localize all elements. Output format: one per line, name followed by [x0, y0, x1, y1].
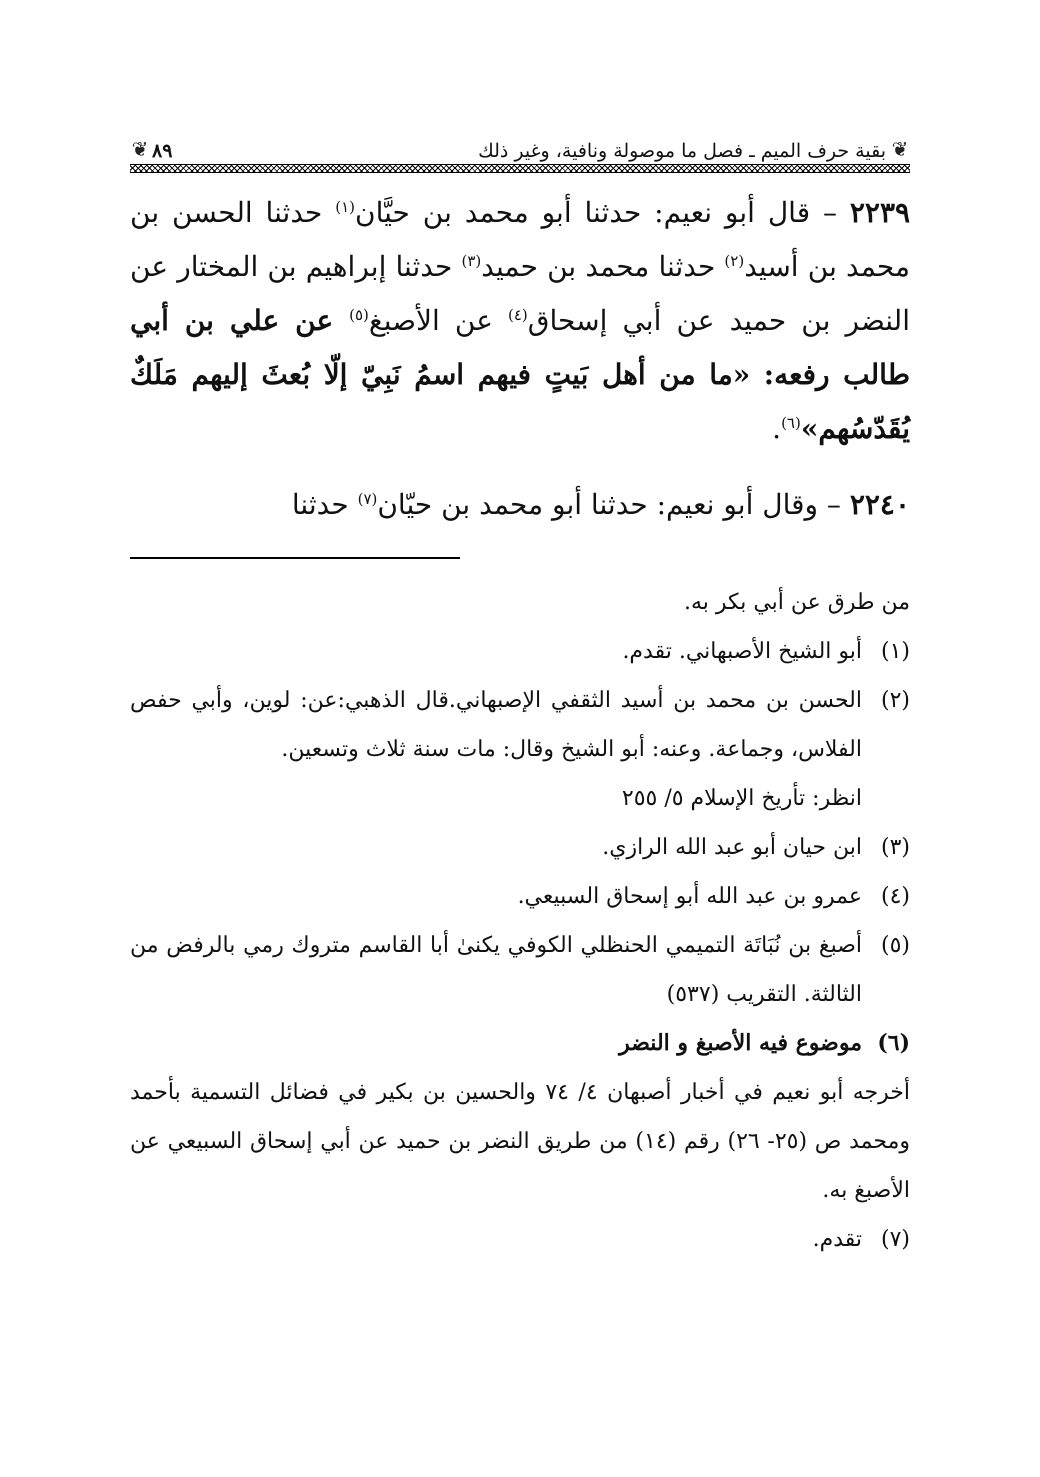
footnote-ref[interactable]: (٥)	[349, 306, 369, 324]
text-segment: حدثنا الحسن بن محمد بن أسيد	[130, 196, 910, 283]
hadith-2239	[130, 186, 910, 456]
ornament-right-icon: ❦	[891, 137, 909, 161]
text-segment: حدثنا إبراهيم بن المختار عن النضر بن حميد عن أبي إسحاق	[130, 250, 910, 337]
footnote-number: (٧)	[880, 1227, 910, 1252]
text-segment: حدثنا	[291, 488, 358, 521]
footnote-3	[130, 823, 910, 872]
footnote-text: أبو الشيخ الأصبهاني. تقدم.	[622, 639, 862, 664]
footnote-reference: انظر: تأريخ الإسلام ٥/ ٢٥٥	[621, 786, 862, 811]
hadith-matn: عن علي بن أبي طالب رفعه: «ما من أهل بَيتٍ فيهم اسمُ نَبِيّ إلّا بُعثَ إليهم مَلَكٌ يُقَدّسُهم»	[130, 304, 910, 445]
page-number: ٨٩	[152, 140, 173, 162]
text-segment: عن الأصبغ	[368, 304, 508, 337]
footnote-number: (١)	[880, 639, 910, 664]
footnote-text: ابن حيان أبو عبد الله الرازي.	[602, 835, 862, 860]
footnote-1	[130, 627, 910, 676]
footnote-6	[130, 1019, 910, 1068]
footnote-ref[interactable]: (٦)	[781, 414, 801, 432]
footnote-text: الحسن بن محمد بن أسيد الثقفي الإصبهاني.قال الذهبي:عن: لوين، وأبي حفص الفلاس، وجماعة. وعنه: أبو الشيخ وقال: مات سنة ثلاث وتسعين.	[130, 688, 862, 762]
main-text	[130, 186, 910, 532]
footnote-ref[interactable]: (٢)	[724, 252, 745, 270]
footnote-number: (٤)	[880, 884, 910, 909]
footnote-text: أصبغ بن نُبَاتَة التميمي الحنظلي الكوفي يكنىٰ أبا القاسم متروك رمي بالرفض من الثالثة. التقريب (٥٣٧)	[130, 933, 862, 1007]
footnote-4	[130, 872, 910, 921]
hadith-2240	[130, 478, 910, 532]
footnote-number: (٦)	[877, 1030, 910, 1056]
footnote-ref[interactable]: (١)	[335, 198, 356, 216]
footnote-continuation: من طرق عن أبي بكر به.	[684, 590, 910, 615]
footnote-ref[interactable]: (٤)	[508, 306, 528, 324]
header-title: بقية حرف الميم ـ فصل ما موصولة ونافية، وغير ذلك	[478, 140, 886, 162]
text-segment: – وقال أبو نعيم: حدثنا أبو محمد بن حيّان	[377, 488, 850, 521]
text-segment: حدثنا محمد بن حميد	[481, 250, 725, 283]
running-header	[130, 137, 910, 166]
text-segment: .	[772, 412, 782, 445]
footnote-number: (٣)	[880, 835, 910, 860]
footnote-number: (٢)	[880, 688, 910, 713]
footnote-7	[130, 1215, 910, 1264]
footnote-takhrij: أخرجه أبو نعيم في أخبار أصبهان ٤/ ٧٤ والحسين بن بكير في فضائل التسمية بأحمد ومحمد ص (٢٥- ٢٦) رقم (١٤) من طريق النضر بن حميد عن أبي إسحاق السبيعي عن الأصبغ به.	[130, 1080, 911, 1203]
footnote-number: (٥)	[880, 933, 910, 958]
footnote-2	[130, 676, 910, 823]
footnote-text: تقدم.	[812, 1227, 862, 1252]
footnote-ref[interactable]: (٣)	[461, 252, 482, 270]
footnote-ref[interactable]: (٧)	[357, 490, 378, 508]
header-decorative-band	[130, 164, 910, 173]
text-segment: – قال أبو نعيم: حدثنا أبو محمد بن حيَّان	[355, 196, 850, 229]
footnote-text: عمرو بن عبد الله أبو إسحاق السبيعي.	[517, 884, 862, 909]
footnotes	[130, 578, 910, 1264]
hadith-number: ٢٢٤٠	[849, 488, 910, 521]
footnote-text: موضوع فيه الأصبغ و النضر	[619, 1030, 862, 1056]
ornament-left-icon: ❦	[131, 137, 149, 161]
footnote-5	[130, 921, 910, 1019]
hadith-number: ٢٢٣٩	[849, 196, 911, 229]
